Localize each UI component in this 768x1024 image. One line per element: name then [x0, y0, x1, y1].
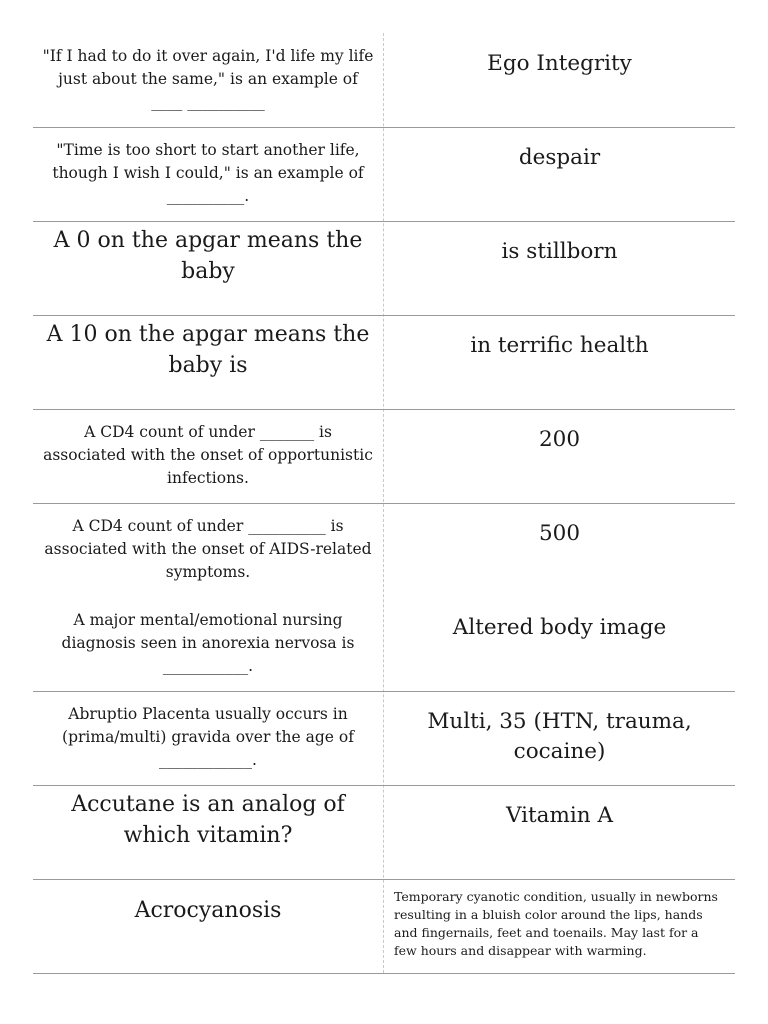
flashcard-row [33, 127, 735, 222]
card-term: A major mental/emotional nursing diagnosis seen in anorexia nervosa is ___________. [61, 611, 355, 675]
flashcard-row [33, 785, 735, 880]
card-definition: is stillborn [501, 239, 618, 264]
flashcard-row [33, 315, 735, 410]
flashcard-row [33, 33, 735, 128]
card-term: A CD4 count of under _______ is associated with the onset of opportunistic infections. [43, 423, 373, 487]
card-term: "If I had to do it over again, I'd life my life just about the same," is an example of ____ __________ [42, 47, 374, 111]
card-definition: Ego Integrity [487, 51, 632, 76]
card-term: "Time is too short to start another life, though I wish I could," is an example of __________. [52, 141, 364, 205]
card-definition: Temporary cyanotic condition, usually in newborns resulting in a bluish color around the lips, hands and fingernails, feet and toenails. May last for a few hours and disappear with warming. [394, 889, 718, 958]
flashcard-row [33, 503, 735, 597]
card-term: Acrocyanosis [134, 898, 282, 923]
card-term: A 10 on the apgar means the baby is [46, 322, 370, 378]
card-definition: in terrific health [470, 333, 649, 358]
flashcard-row [33, 221, 735, 316]
card-definition: 500 [538, 521, 581, 546]
flashcard-row [33, 409, 735, 504]
card-term: Accutane is an analog of which vitamin? [71, 792, 345, 848]
flashcard-row [33, 691, 735, 786]
card-definition: Altered body image [452, 615, 667, 640]
card-definition: Multi, 35 (HTN, trauma, cocaine) [427, 709, 692, 764]
card-term: Abruptio Placenta usually occurs in (prima/multi) gravida over the age of ____________. [62, 705, 354, 769]
card-definition: Vitamin A [506, 803, 613, 828]
card-term: A CD4 count of under __________ is associated with the onset of AIDS-related symptoms. [44, 517, 372, 581]
card-definition: despair [518, 145, 601, 170]
card-term: A 0 on the apgar means the baby [53, 228, 363, 284]
flashcard-row [33, 597, 735, 692]
flashcard-row [33, 879, 735, 974]
flashcard-sheet [33, 33, 735, 973]
card-definition: 200 [538, 427, 581, 452]
